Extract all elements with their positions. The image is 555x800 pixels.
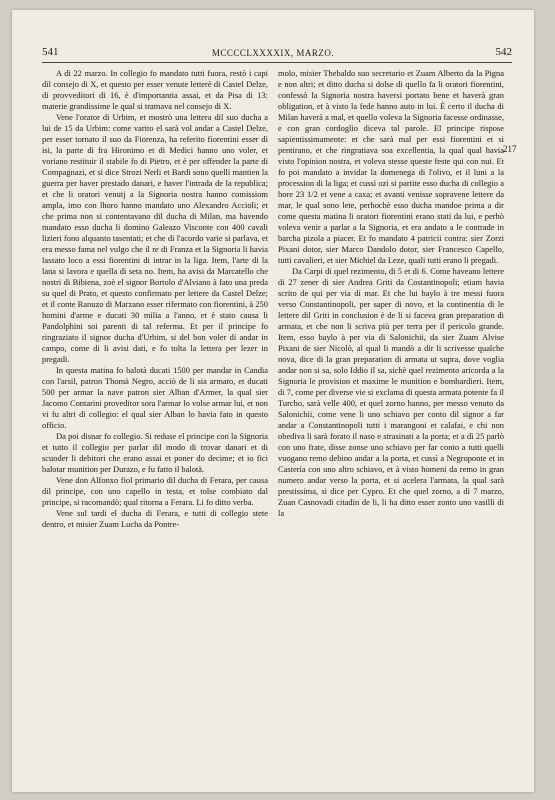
paragraph: Vene sul tardi el ducha di Ferara, e tutti di collegio stete dentro, et misier Zuam Lucha da Pontre- (42, 508, 268, 529)
left-column (42, 68, 268, 530)
paragraph: Vene don Alfonxo fiol primario dil ducha di Ferara, per causa dil principe, con uno capello in testa, et tolse combiato dal principe, si racomandò; qual ritorna a Ferara. Li fo ditto verba. (42, 475, 268, 507)
page-number-left: 541 (42, 46, 59, 58)
header-rule (42, 62, 512, 63)
paragraph: In questa matina fo balotà ducati 1500 per mandar in Candia con l'arsil, patron Thomà Negro, acciò de li sia armato, et ducati 500 per armar la nave patron sier Alban d'Armer, la qual sier Jacomo Contarini proveditor sora l'armar lo volse armar lui, et non vi fu altri di collegio: el qual sier Alban lo havia fato in questo officio. (42, 365, 268, 430)
paragraph: Da Carpi di quel rezimento, di 5 et di 6. Come haveano lettere di 27 zener di sier Andrea Griti da Costantinopoli; etiam havia scrito de qui per via di mar. Et che lui baylo à tre messi fuora verso Constantinopoli, per saper di novo, et la continentia di le lettere dil Griti in conclusion è de li si faceva gran preparation di armata, et che non li scriva più per terra per il pericolo grande. Item, esso baylo à per via di Salonichii, da sier Zuam Alvise Pixani de sier Nicolò, al qual li mandò a dir li scrivesse qualche nova, dice di la gran preparation di armata ut supra, dove voglia andar non si sa, solo Iddio il sa, sichè quel rezimento aricorda a la Signoria le provision et maxime le munition e bombardieri. Item, di 7, come per diverse vie si exclama di questa armata potente fa il Turcho, sarà velle 400, et quel zorno hanno, per messo venuto da Salonichii, come vene li uno schiavo per conto dil signor a far andar a Constantinopoli tutti i marangoni et calafai, e chi non obediva li sarà forato il naso e strasinati a la porta; et a dì 25 parlò con uno frate, disse zonse uno schiavo per far conto a tutti quelli vuogano remo debino andar a la porta, et cussì a Negroponte et in Castería con uno altro schiavo, et à visto homeni da remo in gran numero andar verso la porta, et si acelera l'armata, la qual sarà prestissima, si dice per Cypro. Et che quel zorno, a dì 7 marzo, Zuan Casnovadi citadin de li, li ha ditto esser zonto uno vasilli di la (278, 266, 504, 518)
paragraph: A dì 22 marzo. In collegio fo mandato tutti fuora, restò i capi dil consejo di X, et questo per esser venute letterè di Castel Delze, di provveditori di 16, è d'importantia assai, et da Pisa di 13: materie grandissime le qual si tramava nel consejo di X. (42, 68, 268, 111)
page-number-right: 542 (495, 46, 512, 58)
paragraph: Da poi disnar fo collegio. Si reduse el principe con la Signoria et tutto il collegio per parlar dil modo di trovar danari et di scuoder li debitori che erano assai et poner do decime; et io fici balotar munition per Durazo, e fu fatto il balotà. (42, 431, 268, 474)
right-column (278, 68, 504, 519)
margin-note: 217 (503, 144, 517, 154)
running-title: MCCCCLXXXXIX, MARZO. (211, 48, 335, 58)
paragraph: molo, misier Thebaldo suo secretario et Zuam Alberto da la Pigna e non altri; et ditto ducha si dolse di quello fa li oratori fiorentini, confessò la Signoria nostra haversi portato bene et haverà gran obligation, et à visto la fede hanno auto in lui. È certo il ducha di Milan haverà a mal, et quello voleva la Signoria facesse ordinasse, e con gran cordoglio diceva tal parole. El principe rispose sapientissimamente: et che sarà mal per essi fiorentini et si pentirano, et che ringratiava soa excellentia, la qual qual havia visto l'opinion nostra, et voleva stesse queste feste qui con nui. Et fo poi mandato a invidar la domenega di l'olivo, et il luni a la procession di la liga; et cussì ozi si partite esso ducha di collegio a hore 23 1/2 et vene a caxa; et avanti venisse sopravene lettere da mar, le qual sono lete, perhochè esso ducha mandoe prima a dir come questa matina li oratori fiorentini erano stati da lui, e perhò voleva venir a parlar a la Signoria, et era andato a le contrade in barcha pizola a piacer. Et fo mandato 4 patricii contra: sier Zorzi Pixani dotor, sier Marco Dandolo dotor, sier Francesco Capello, tutti cavalieri, et sier Michiel da Leze, quali tutti erano li pregadi. (278, 68, 504, 265)
paragraph: Vene l'orator di Urbim, et mostrò una lettera dil suo ducha a lui de 15 da Urbim: come varito el sarà vol andar a Castel Delze, per esser tornato il suo da Fiorenza, ha referito fiorentini esser dì isi, la parte di fra Hironimo et di Medici hanno uno voler, et voriano restituir il stabile fo di Pietro, et è per offender la parte di Compagnazi, et si dice Strozi Nerli et Bardi sono quelli mantien la guerra per haver prestado danari, e haver l'intrada de la republica; et che li oratori venutj a la Signoria nostra hanno comissiom ampla, imo con lhoro hanno mandato uno Alexandro Accioli; et che prima non si contentavano dil ducha di Milan, ma havendo mandato esso ducha li domino Galeazo Visconte con 400 cavali lizieri fono alquanto tasentati; et che di l'acordo varie si parlava, et era messo fama nel vulgo che il re di Franza et la Signoria li havia lassato loco a essi fiorentini di intrar in la liga. Item, l'arte di la lana si lavora e quella di seta no. Item, ha avisi da Marcatello che nostri di Bibiena, zoè el signor Bortolo d'Alviano à fato una preda su quel di Prato, et questo confirmato per lettere da Castel Delze; et il conte Ranuzo di Marzano esser rifermato con fiorentini, à 250 homini d'arme e ducati 30 milia a l'anno, et è stato causa li Pandolphini soi parenti di tal referma. Et per il principe fo ringraziato il signor ducha d'Urbim, si del bon voler di andar in campo, come di li avisi dati, e fo tolta la lettera per lezer in pregadi. (42, 112, 268, 364)
book-page (12, 10, 534, 792)
